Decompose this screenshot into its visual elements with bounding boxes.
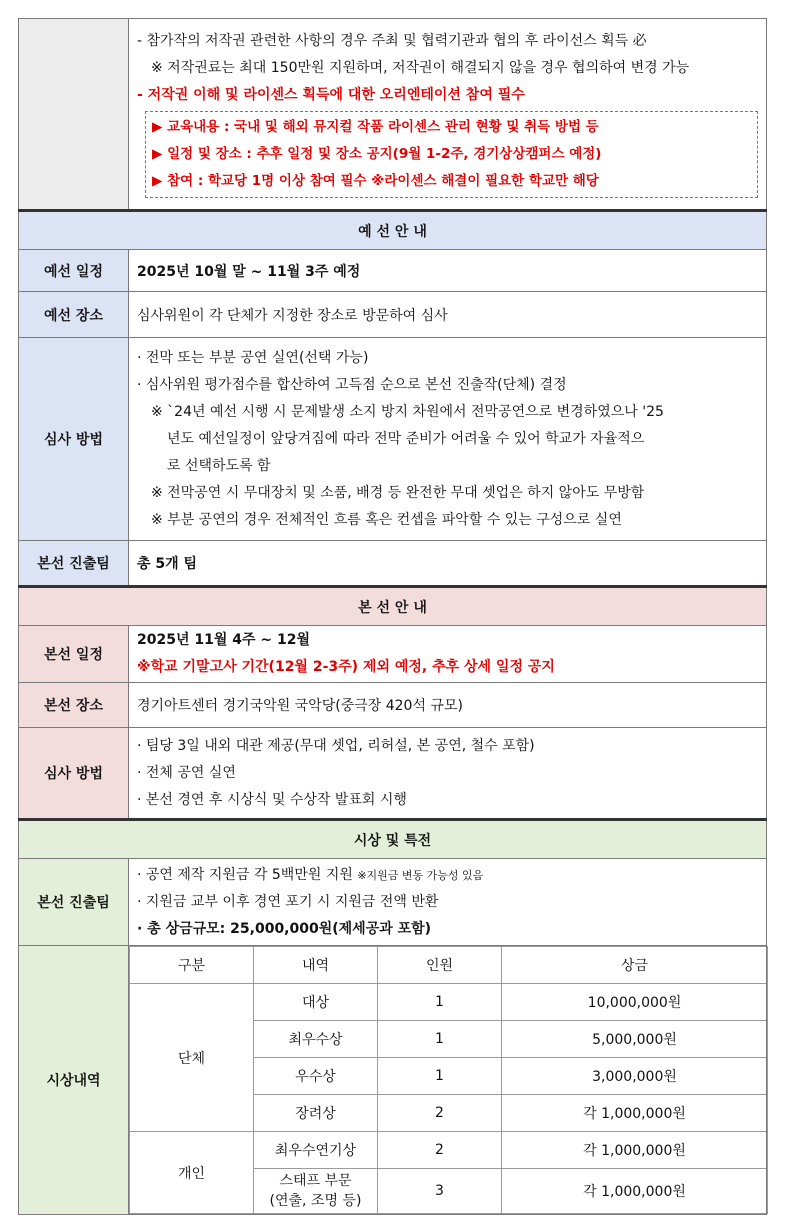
column-header: 상금 [502,947,768,984]
table-row [130,1132,768,1169]
final-schedule-label: 본선 일정 [19,626,129,683]
prize-name: 최우수연기상 [254,1132,378,1169]
copyright-line-2: ※ 저작권료는 최대 150만원 지원하며, 저작권이 해결되지 않을 경우 협의하여 변경 가능 [151,60,690,76]
orientation-box [145,111,758,198]
prize-name-line: (연출, 조명 등) [269,1193,362,1209]
prelim-teams-row [19,541,767,587]
final-venue-value: 경기아트센터 경기국악원 국악당(중극장 420석 규모) [129,683,767,728]
group-team: 단체 [130,984,254,1132]
copyright-label-cell [19,19,129,211]
prelim-method-label: 심사 방법 [19,338,129,541]
prelim-method-line: · 전막 또는 부분 공연 실연(선택 가능) [137,349,369,366]
prelim-teams-label: 본선 진출팀 [19,541,129,587]
prize-name-staff [254,1169,378,1214]
prelim-venue-value: 심사위원이 각 단체가 지정한 장소로 방문하여 심사 [129,292,767,338]
prelim-method-line: · 심사위원 평가점수를 합산하여 고득점 순으로 본선 진출작(단체) 결정 [137,376,567,393]
final-schedule-content [129,626,767,683]
prize-name: 장려상 [254,1095,378,1132]
prize-row [19,946,767,1215]
orientation-required: - 저작권 이해 및 라이센스 획득에 대한 오리엔테이션 참여 필수 [137,87,525,103]
final-header: 본 선 안 내 [19,587,767,626]
support-line [137,862,758,889]
prize-amount: 각 1,000,000원 [502,1132,768,1169]
support-text: · 공연 제작 지원금 각 5백만원 지원 [137,866,353,883]
final-header-row [19,587,767,626]
prize-amount: 각 1,000,000원 [502,1095,768,1132]
prize-count: 3 [378,1169,502,1214]
prize-name: 대상 [254,984,378,1021]
prize-name: 최우수상 [254,1021,378,1058]
orientation-participation: ▶ 참여 : 학교당 1명 이상 참여 필수 ※라이센스 해결이 필요한 학교만 해당 [152,173,599,189]
prize-count: 1 [378,1021,502,1058]
final-method-content [129,728,767,820]
prize-label: 시상내역 [19,946,129,1215]
awards-teams-content [129,859,767,946]
final-schedule-row [19,626,767,683]
prelim-method-note: ※ 부분 공연의 경우 전체적인 흐름 혹은 컨셉을 파악할 수 있는 구성으로 실연 [151,511,622,528]
awards-header-row [19,820,767,859]
copyright-content [129,19,767,211]
prize-amount: 3,000,000원 [502,1058,768,1095]
prelim-header: 예 선 안 내 [19,211,767,250]
copyright-line-1: - 참가작의 저작권 관련한 사항의 경우 주최 및 협력기관과 협의 후 라이선스 획득 必 [137,33,647,49]
total-prize-line: · 총 상금규모: 25,000,000원(제세공과 포함) [137,920,432,937]
prelim-schedule-row [19,250,767,292]
prize-count: 1 [378,1058,502,1095]
prelim-method-note: ※ `24년 예선 시행 시 문제발생 소지 방지 차원에서 전막공연으로 변경하였으나 '25 [151,403,664,420]
final-venue-row [19,683,767,728]
prelim-header-row [19,211,767,250]
final-schedule-note: ※학교 기말고사 기간(12월 2-3주) 제외 예정, 추후 상세 일정 공지 [137,659,555,675]
prize-amount: 각 1,000,000원 [502,1169,768,1214]
prelim-method-note: 로 선택하도록 함 [167,457,271,474]
copyright-row [19,19,767,211]
refund-line: · 지원금 교부 이후 경연 포기 시 지원금 전액 반환 [137,893,439,910]
prize-table [129,946,768,1214]
column-header: 인원 [378,947,502,984]
table-row [130,984,768,1021]
prize-header-row [130,947,768,984]
final-venue-label: 본선 장소 [19,683,129,728]
final-method-line: · 전체 공연 실연 [137,764,236,781]
final-method-row [19,728,767,820]
prelim-method-note: 년도 예선일정이 앞당겨짐에 따라 전막 준비가 어려울 수 있어 학교가 자율적으 [167,430,645,447]
column-header: 내역 [254,947,378,984]
column-header: 구분 [130,947,254,984]
prize-count: 2 [378,1095,502,1132]
final-method-label: 심사 방법 [19,728,129,820]
awards-teams-row [19,859,767,946]
prelim-method-row [19,338,767,541]
prize-count: 1 [378,984,502,1021]
prize-name-line: 스태프 부문 [279,1173,352,1189]
prelim-method-content [129,338,767,541]
contest-guide-table [18,18,767,1215]
prelim-venue-label: 예선 장소 [19,292,129,338]
final-method-line: · 본선 경연 후 시상식 및 수상작 발표회 시행 [137,791,407,808]
support-note: ※지원금 변동 가능성 있음 [357,868,484,882]
prelim-schedule-value: 2025년 10월 말 ~ 11월 3주 예정 [129,250,767,292]
prelim-venue-row [19,292,767,338]
orientation-schedule: ▶ 일정 및 장소 : 추후 일정 및 장소 공지(9월 1-2주, 경기상상캠퍼스 예정) [152,146,602,162]
prelim-teams-value: 총 5개 팀 [129,541,767,587]
orientation-content: ▶ 교육내용 : 국내 및 해외 뮤지컬 작품 라이센스 관리 현황 및 취득 방법 등 [152,119,599,135]
group-individual: 개인 [130,1132,254,1214]
awards-header: 시상 및 특전 [19,820,767,859]
final-method-line: · 팀당 3일 내외 대관 제공(무대 셋업, 리허설, 본 공연, 철수 포함) [137,737,535,754]
prelim-schedule-label: 예선 일정 [19,250,129,292]
prize-amount: 10,000,000원 [502,984,768,1021]
prize-amount: 5,000,000원 [502,1021,768,1058]
prelim-method-note: ※ 전막공연 시 무대장치 및 소품, 배경 등 완전한 무대 셋업은 하지 않아도 무방함 [151,484,645,501]
final-schedule-dates: 2025년 11월 4주 ~ 12월 [137,632,310,648]
prize-name: 우수상 [254,1058,378,1095]
awards-teams-label: 본선 진출팀 [19,859,129,946]
prize-count: 2 [378,1132,502,1169]
prize-cell [129,946,767,1215]
